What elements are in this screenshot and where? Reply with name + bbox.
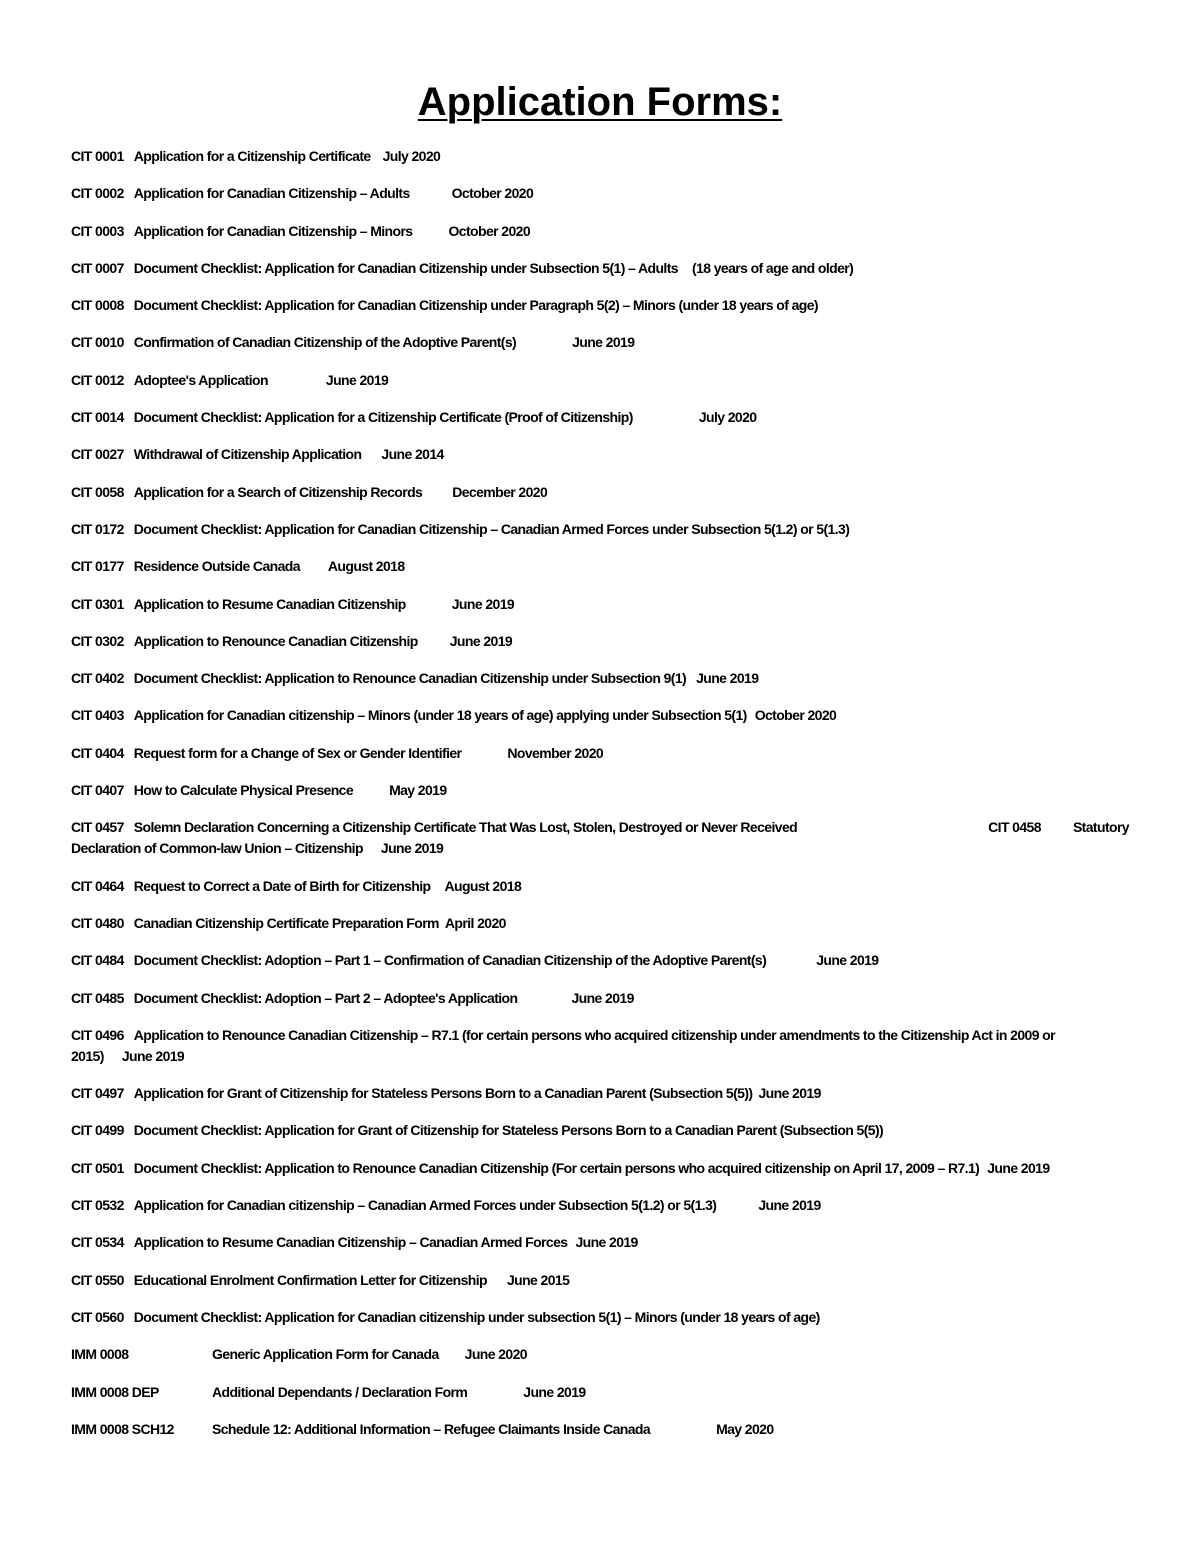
- form-list: [71, 146, 1129, 1456]
- form-name: Adoptee's Application: [133, 371, 268, 388]
- list-item: [71, 1344, 1129, 1365]
- form-name: Document Checklist: Application for Canadian Citizenship – Canadian Armed Forces under Subsection 5(1.2) or 5(1.3): [133, 520, 850, 537]
- form-name: Solemn Declaration Concerning a Citizenship Certificate That Was Lost, Stolen, Destroyed or Never Received: [133, 819, 798, 836]
- form-date: October 2020: [754, 707, 837, 724]
- form-date: June 2019: [121, 1047, 185, 1064]
- list-item: [71, 1307, 1129, 1328]
- form-date: June 2019: [816, 952, 879, 969]
- form-name: Document Checklist: Application to Renounce Canadian Citizenship under Subsection 9(1): [133, 670, 687, 687]
- form-date: June 2019: [325, 371, 389, 388]
- form-code: CIT 0002: [71, 185, 124, 202]
- list-item: [71, 988, 1129, 1009]
- list-item: [71, 370, 1129, 391]
- list-item: [71, 295, 1129, 316]
- list-item: [71, 482, 1129, 503]
- form-code: CIT 0402: [71, 670, 124, 687]
- form-date: June 2020: [464, 1346, 527, 1363]
- list-item: [71, 668, 1129, 689]
- form-code: CIT 0003: [71, 222, 124, 239]
- form-code: CIT 0301: [71, 595, 124, 612]
- form-name: Application to Resume Canadian Citizenship: [133, 595, 406, 612]
- form-code: CIT 0058: [71, 483, 124, 500]
- form-name: Withdrawal of Citizenship Application: [133, 446, 362, 463]
- form-name: Document Checklist: Application for a Citizenship Certificate (Proof of Citizenship): [133, 409, 633, 426]
- form-name: Application for Canadian citizenship – Canadian Armed Forces under Subsection 5(1.2) or 5(1.3): [133, 1197, 717, 1214]
- list-item: [71, 444, 1129, 465]
- form-name: Application for Grant of Citizenship for Stateless Persons Born to a Canadian Parent (Subsection 5(5)): [133, 1085, 753, 1102]
- list-item: [71, 407, 1129, 428]
- form-code: CIT 0484: [71, 952, 124, 969]
- list-item: [71, 1382, 1129, 1403]
- form-code: IMM 0008 SCH12: [71, 1420, 174, 1437]
- form-code: CIT 0027: [71, 446, 124, 463]
- list-item: [71, 183, 1129, 204]
- form-name: Document Checklist: Application for Grant of Citizenship for Stateless Persons Born to a Canadian Parent (Subsection 5(5)): [133, 1122, 884, 1139]
- list-item: [71, 1270, 1129, 1291]
- list-item: [71, 876, 1129, 897]
- list-item: [71, 950, 1129, 971]
- form-name: How to Calculate Physical Presence: [133, 782, 354, 799]
- form-code: CIT 0485: [71, 989, 124, 1006]
- form-date: October 2020: [451, 185, 534, 202]
- list-item: [71, 1120, 1129, 1141]
- form-code: CIT 0501: [71, 1159, 124, 1176]
- form-name: Request to Correct a Date of Birth for Citizenship: [133, 877, 431, 894]
- form-date: October 2020: [448, 222, 531, 239]
- form-date: June 2019: [380, 840, 444, 857]
- form-code: CIT 0010: [71, 334, 124, 351]
- form-name-continued: Statutory: [1072, 819, 1129, 836]
- form-name: Application for a Search of Citizenship Records: [133, 483, 423, 500]
- form-name: Generic Application Form for Canada: [212, 1346, 439, 1363]
- form-name: Application for Canadian Citizenship – Minors: [133, 222, 413, 239]
- form-name: Application for Canadian Citizenship – Adults: [133, 185, 410, 202]
- list-item: [71, 519, 1129, 540]
- list-item: [71, 1419, 1129, 1440]
- form-date: July 2020: [382, 148, 441, 164]
- form-code: CIT 0534: [71, 1234, 124, 1251]
- form-name: Document Checklist: Adoption – Part 1 – Confirmation of Canadian Citizenship of the Adoptive Parent(s): [133, 952, 767, 969]
- form-name: Document Checklist: Application for Canadian citizenship under subsection 5(1) – Minors (under 18 years of age): [133, 1308, 820, 1325]
- form-code: CIT 0008: [71, 297, 124, 314]
- form-name: Document Checklist: Application for Canadian Citizenship under Subsection 5(1) – Adults: [133, 259, 678, 276]
- list-item: [71, 913, 1129, 934]
- form-name: Document Checklist: Adoption – Part 2 – Adoptee's Application: [133, 989, 518, 1006]
- form-date: August 2018: [444, 877, 522, 894]
- form-code: CIT 0496: [71, 1026, 124, 1043]
- form-name: Schedule 12: Additional Information – Refugee Claimants Inside Canada: [212, 1420, 651, 1437]
- form-code-secondary: CIT 0458: [988, 819, 1041, 836]
- form-date: November 2020: [507, 744, 604, 761]
- form-name: Document Checklist: Application for Canadian Citizenship under Paragraph 5(2) – Minors (under 18 years of age): [133, 297, 818, 314]
- form-date: April 2020: [444, 914, 506, 931]
- form-date: June 2014: [381, 446, 444, 463]
- form-code: CIT 0012: [71, 371, 124, 388]
- form-date: August 2018: [327, 558, 405, 575]
- list-item: [71, 1232, 1129, 1253]
- form-name: Residence Outside Canada: [133, 558, 300, 575]
- form-name-secondary: Declaration of Common-law Union – Citizenship: [71, 840, 363, 857]
- form-name: Confirmation of Canadian Citizenship of the Adoptive Parent(s): [133, 334, 517, 351]
- form-date: June 2019: [571, 989, 634, 1006]
- form-date: June 2019: [758, 1197, 821, 1214]
- list-item: [71, 258, 1129, 279]
- form-name: Application for a Citizenship Certificate: [133, 148, 371, 164]
- form-code: CIT 0560: [71, 1308, 124, 1325]
- page-title: Application Forms:: [417, 80, 783, 124]
- form-date: May 2019: [389, 782, 447, 799]
- list-item: [71, 780, 1129, 801]
- form-name: Application to Renounce Canadian Citizenship: [133, 632, 418, 649]
- form-code: CIT 0404: [71, 744, 124, 761]
- list-item: [71, 631, 1129, 652]
- form-code: IMM 0008: [71, 1346, 129, 1363]
- form-name: Canadian Citizenship Certificate Preparation Form: [133, 914, 439, 931]
- form-date: June 2019: [451, 595, 515, 612]
- form-name: Application to Renounce Canadian Citizenship – R7.1 (for certain persons who acquired citizenship under amendments to the Citizenship Act in 2009 or 2015): [71, 1026, 1055, 1064]
- form-date: June 2019: [758, 1085, 821, 1102]
- list-item: [71, 221, 1129, 242]
- form-code: CIT 0457: [71, 819, 124, 836]
- form-name: Educational Enrolment Confirmation Letter for Citizenship: [133, 1271, 487, 1288]
- form-name: Request form for a Change of Sex or Gender Identifier: [133, 744, 462, 761]
- form-date: June 2015: [506, 1271, 570, 1288]
- form-date: July 2020: [698, 409, 757, 426]
- form-code: CIT 0499: [71, 1122, 124, 1139]
- form-code: CIT 0007: [71, 259, 124, 276]
- list-item: [71, 332, 1129, 353]
- form-date: December 2020: [452, 483, 548, 500]
- form-date: June 2019: [987, 1159, 1050, 1176]
- form-name: Document Checklist: Application to Renounce Canadian Citizenship (For certain persons who acquired citizenship on April 17, 2009 – R7.1): [133, 1159, 980, 1176]
- form-code: CIT 0302: [71, 632, 124, 649]
- form-code: CIT 0532: [71, 1197, 124, 1214]
- form-date: June 2019: [696, 670, 759, 687]
- form-code: IMM 0008 DEP: [71, 1383, 159, 1400]
- form-code: CIT 0464: [71, 877, 124, 894]
- form-code: CIT 0407: [71, 782, 124, 799]
- form-date: June 2019: [449, 632, 513, 649]
- form-code: CIT 0497: [71, 1085, 124, 1102]
- list-item: [71, 1158, 1129, 1179]
- list-item: [71, 1083, 1129, 1104]
- list-item: [71, 705, 1129, 726]
- list-item: [71, 594, 1129, 615]
- form-code: CIT 0550: [71, 1271, 124, 1288]
- form-date: June 2019: [523, 1383, 586, 1400]
- form-name: Application to Resume Canadian Citizenship – Canadian Armed Forces: [133, 1234, 568, 1251]
- form-name: Additional Dependants / Declaration Form: [212, 1383, 468, 1400]
- list-item: [71, 1025, 1129, 1067]
- list-item: [71, 1195, 1129, 1216]
- form-code: CIT 0172: [71, 520, 124, 537]
- list-item: [71, 556, 1129, 577]
- list-item: [71, 743, 1129, 764]
- form-code: CIT 0177: [71, 558, 124, 575]
- form-name: Application for Canadian citizenship – Minors (under 18 years of age) applying under Subsection 5(1): [133, 707, 747, 724]
- list-item: [71, 146, 1129, 167]
- form-code: CIT 0480: [71, 914, 124, 931]
- form-code: CIT 0403: [71, 707, 124, 724]
- form-date: (18 years of age and older): [691, 259, 854, 276]
- form-date: May 2020: [716, 1420, 774, 1437]
- form-code: CIT 0001: [71, 148, 124, 164]
- list-item: [71, 817, 1129, 859]
- form-date: June 2019: [575, 1234, 638, 1251]
- form-date: June 2019: [572, 334, 635, 351]
- form-code: CIT 0014: [71, 409, 124, 426]
